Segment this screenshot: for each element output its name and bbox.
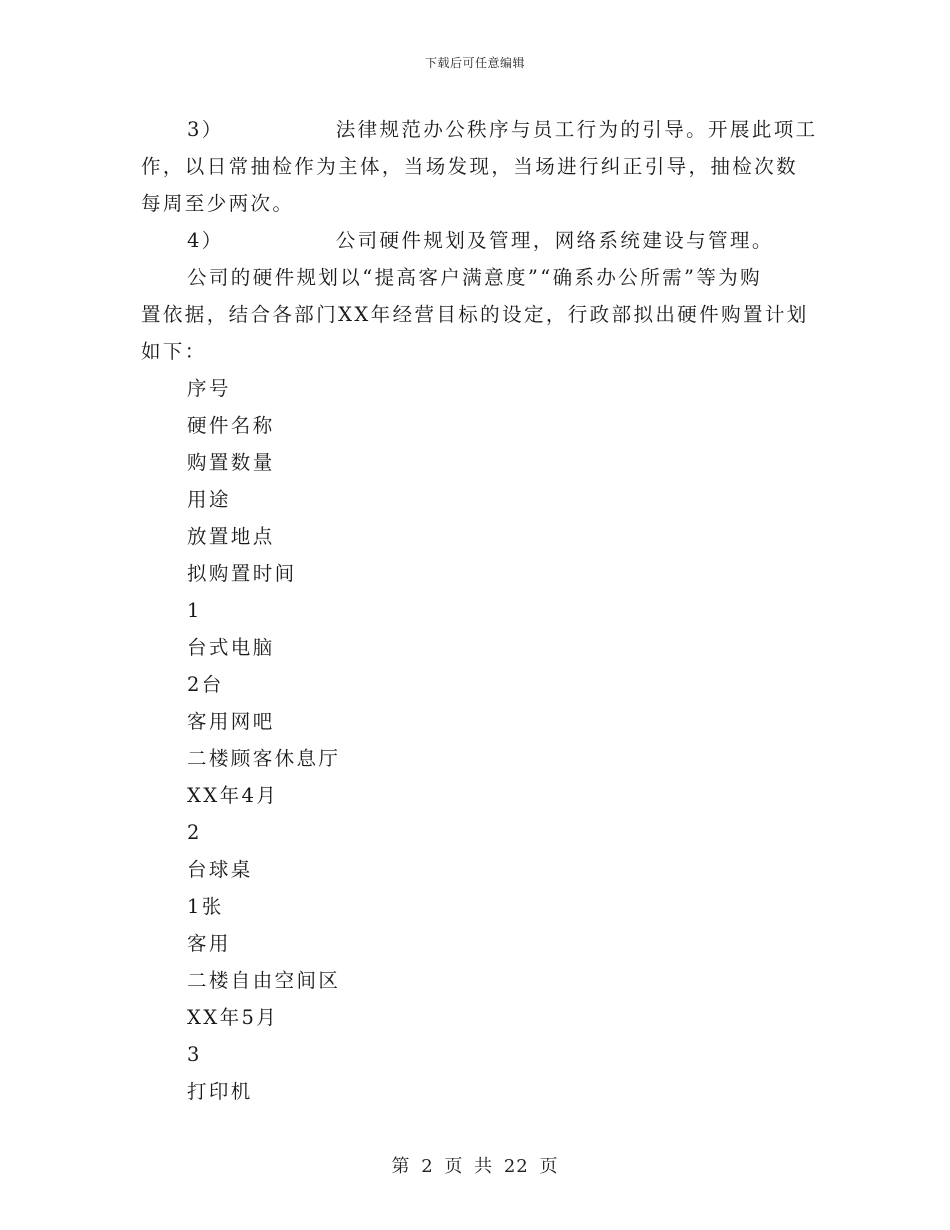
- table-cell-line: XX年5月: [187, 1006, 279, 1029]
- document-body: [141, 111, 818, 1110]
- table-cell-line: 序号: [187, 377, 231, 400]
- list-number: 3）: [187, 118, 224, 141]
- table-cell-line: 二楼顾客休息厅: [187, 747, 341, 770]
- table-cell-line: 客用网吧: [187, 710, 275, 733]
- paragraph-line: 公司的硬件规划以“提高客户满意度”“确系办公所需”等为购: [187, 266, 763, 289]
- table-cell-line: 1张: [187, 895, 224, 918]
- table-cell-line: 客用: [187, 932, 231, 955]
- table-cell-line: XX年4月: [187, 784, 279, 807]
- table-cell-line: 用途: [187, 488, 231, 511]
- table-cell-line: 拟购置时间: [187, 562, 297, 585]
- list-text: 公司硬件规划及管理，网络系统建设与管理。: [335, 229, 774, 252]
- list-number: 4）: [187, 229, 224, 252]
- table-cell-line: 2台: [187, 673, 224, 696]
- list-item-4: [141, 222, 811, 259]
- table-cell-line: 台球桌: [187, 858, 253, 881]
- table-cell-line: 1: [187, 599, 202, 622]
- table-cell-line: 硬件名称: [187, 414, 275, 437]
- table-cell-line: 放置地点: [187, 525, 275, 548]
- paragraph-line: 置依据，结合各部门XX年经营目标的设定，行政部拟出硬件购置计划: [141, 303, 809, 326]
- list-item-3: [141, 111, 818, 148]
- table-cell-line: 2: [187, 821, 202, 844]
- table-cell-line: 3: [187, 1043, 202, 1066]
- table-cell-line: 二楼自由空间区: [187, 969, 341, 992]
- table-cell-line: 购置数量: [187, 451, 275, 474]
- list-text: 法律规范办公秩序与员工行为的引导。开展此项工: [335, 118, 818, 141]
- paragraph-line: 如下：: [141, 340, 207, 363]
- table-cell-line: 台式电脑: [187, 636, 275, 659]
- paragraph-line: 每周至少两次。: [141, 192, 295, 215]
- page-header: 下载后可任意编辑: [424, 56, 525, 70]
- hardware-table-lines: [141, 370, 811, 1110]
- paragraph-line: 作，以日常抽检作为主体，当场发现，当场进行纠正引导，抽检次数: [141, 155, 799, 178]
- table-cell-line: 打印机: [187, 1080, 253, 1103]
- page-footer: 第 2 页 共 22 页: [391, 1156, 559, 1177]
